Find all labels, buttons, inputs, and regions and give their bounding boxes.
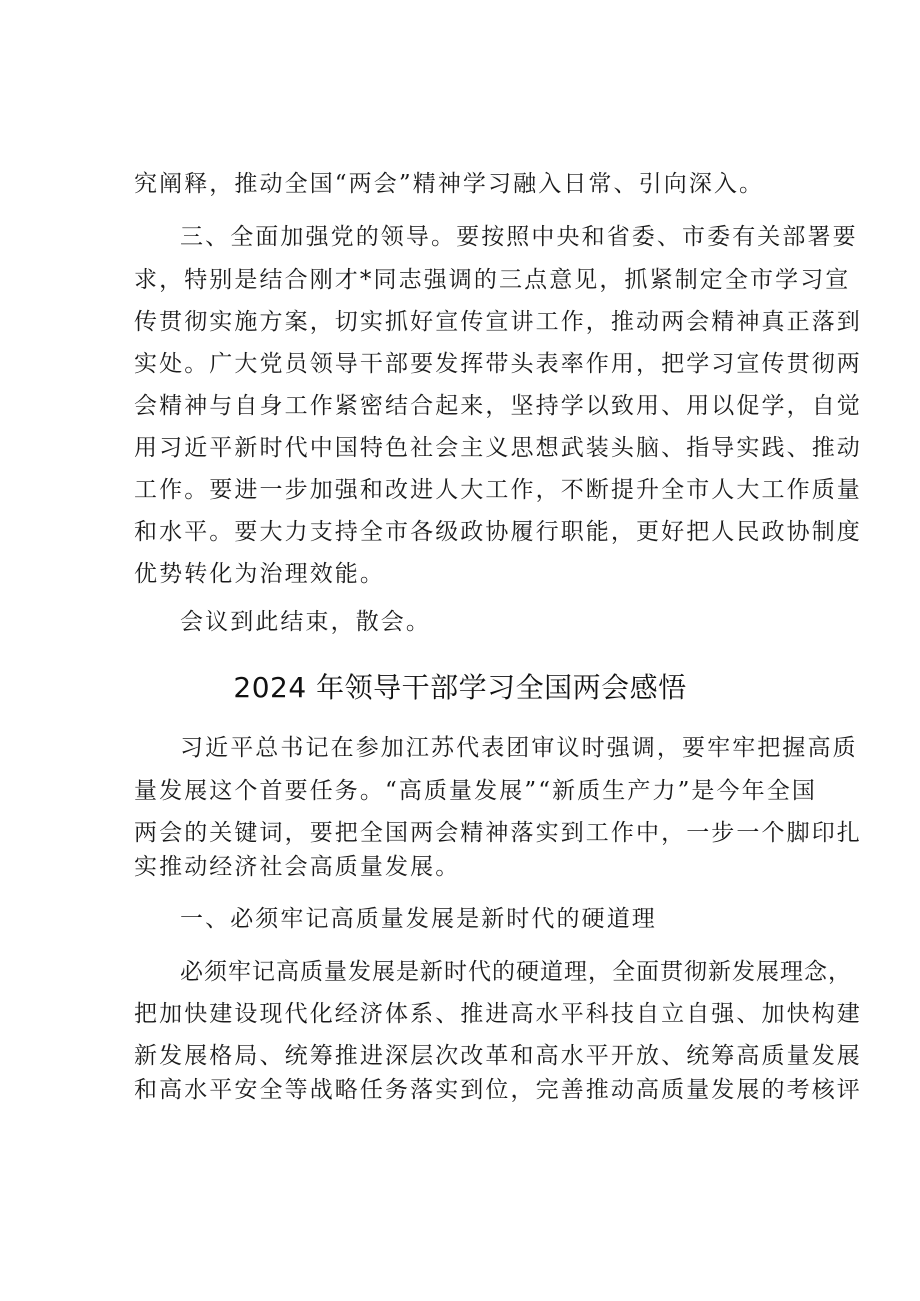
- paragraph-line: 传贯彻实施方案，切实抓好宣传宣讲工作，推动两会精神真正落到: [134, 309, 862, 335]
- paragraph-line: 求，特别是结合刚才*同志强调的三点意见，抓紧制定全市学习宣: [134, 267, 851, 293]
- paragraph-line: 工作。要进一步加强和改进人大工作，不断提升全市人大工作质量: [134, 477, 862, 503]
- paragraph-line: 必须牢记高质量发展是新时代的硬道理，全面贯彻新发展理念，: [180, 959, 852, 985]
- paragraph-line: 两会的关键词，要把全国两会精神落实到工作中，一步一个脚印扎: [134, 820, 862, 846]
- paragraph-line: 习近平总书记在参加江苏代表团审议时强调，要牢牢把握高质: [180, 735, 858, 761]
- article-title: 2024 年领导干部学习全国两会感悟: [233, 671, 687, 704]
- paragraph-line: 和水平。要大力支持全市各级政协履行职能，更好把人民政协制度: [134, 519, 862, 545]
- paragraph-line: 新发展格局、统筹推进深层次改革和高水平开放、统筹高质量发展: [134, 1043, 862, 1069]
- paragraph-line: 三、全面加强党的领导。要按照中央和省委、市委有关部署要: [180, 224, 858, 250]
- paragraph-line: 究阐释，推动全国“两会”精神学习融入日常、引向深入。: [134, 171, 765, 197]
- section-heading: 一、必须牢记高质量发展是新时代的硬道理: [180, 906, 657, 932]
- paragraph-line: 会精神与自身工作紧密结合起来，坚持学以致用、用以促学，自觉: [134, 393, 862, 419]
- paragraph-line: 量发展这个首要任务。“高质量发展”“新质生产力”是今年全国: [134, 778, 817, 804]
- paragraph-line: 把加快建设现代化经济体系、推进高水平科技自立自强、加快构建: [134, 1001, 862, 1027]
- paragraph-line: 用习近平新时代中国特色社会主义思想武装头脑、指导实践、推动: [134, 435, 862, 461]
- paragraph-line: 和高水平安全等战略任务落实到位，完善推动高质量发展的考核评: [134, 1077, 862, 1103]
- paragraph-line: 实处。广大党员领导干部要发挥带头表率作用，把学习宣传贯彻两: [134, 351, 862, 377]
- closing-line: 会议到此结束，散会。: [180, 609, 431, 635]
- paragraph-line: 优势转化为治理效能。: [134, 561, 385, 587]
- paragraph-line: 实推动经济社会高质量发展。: [134, 854, 461, 880]
